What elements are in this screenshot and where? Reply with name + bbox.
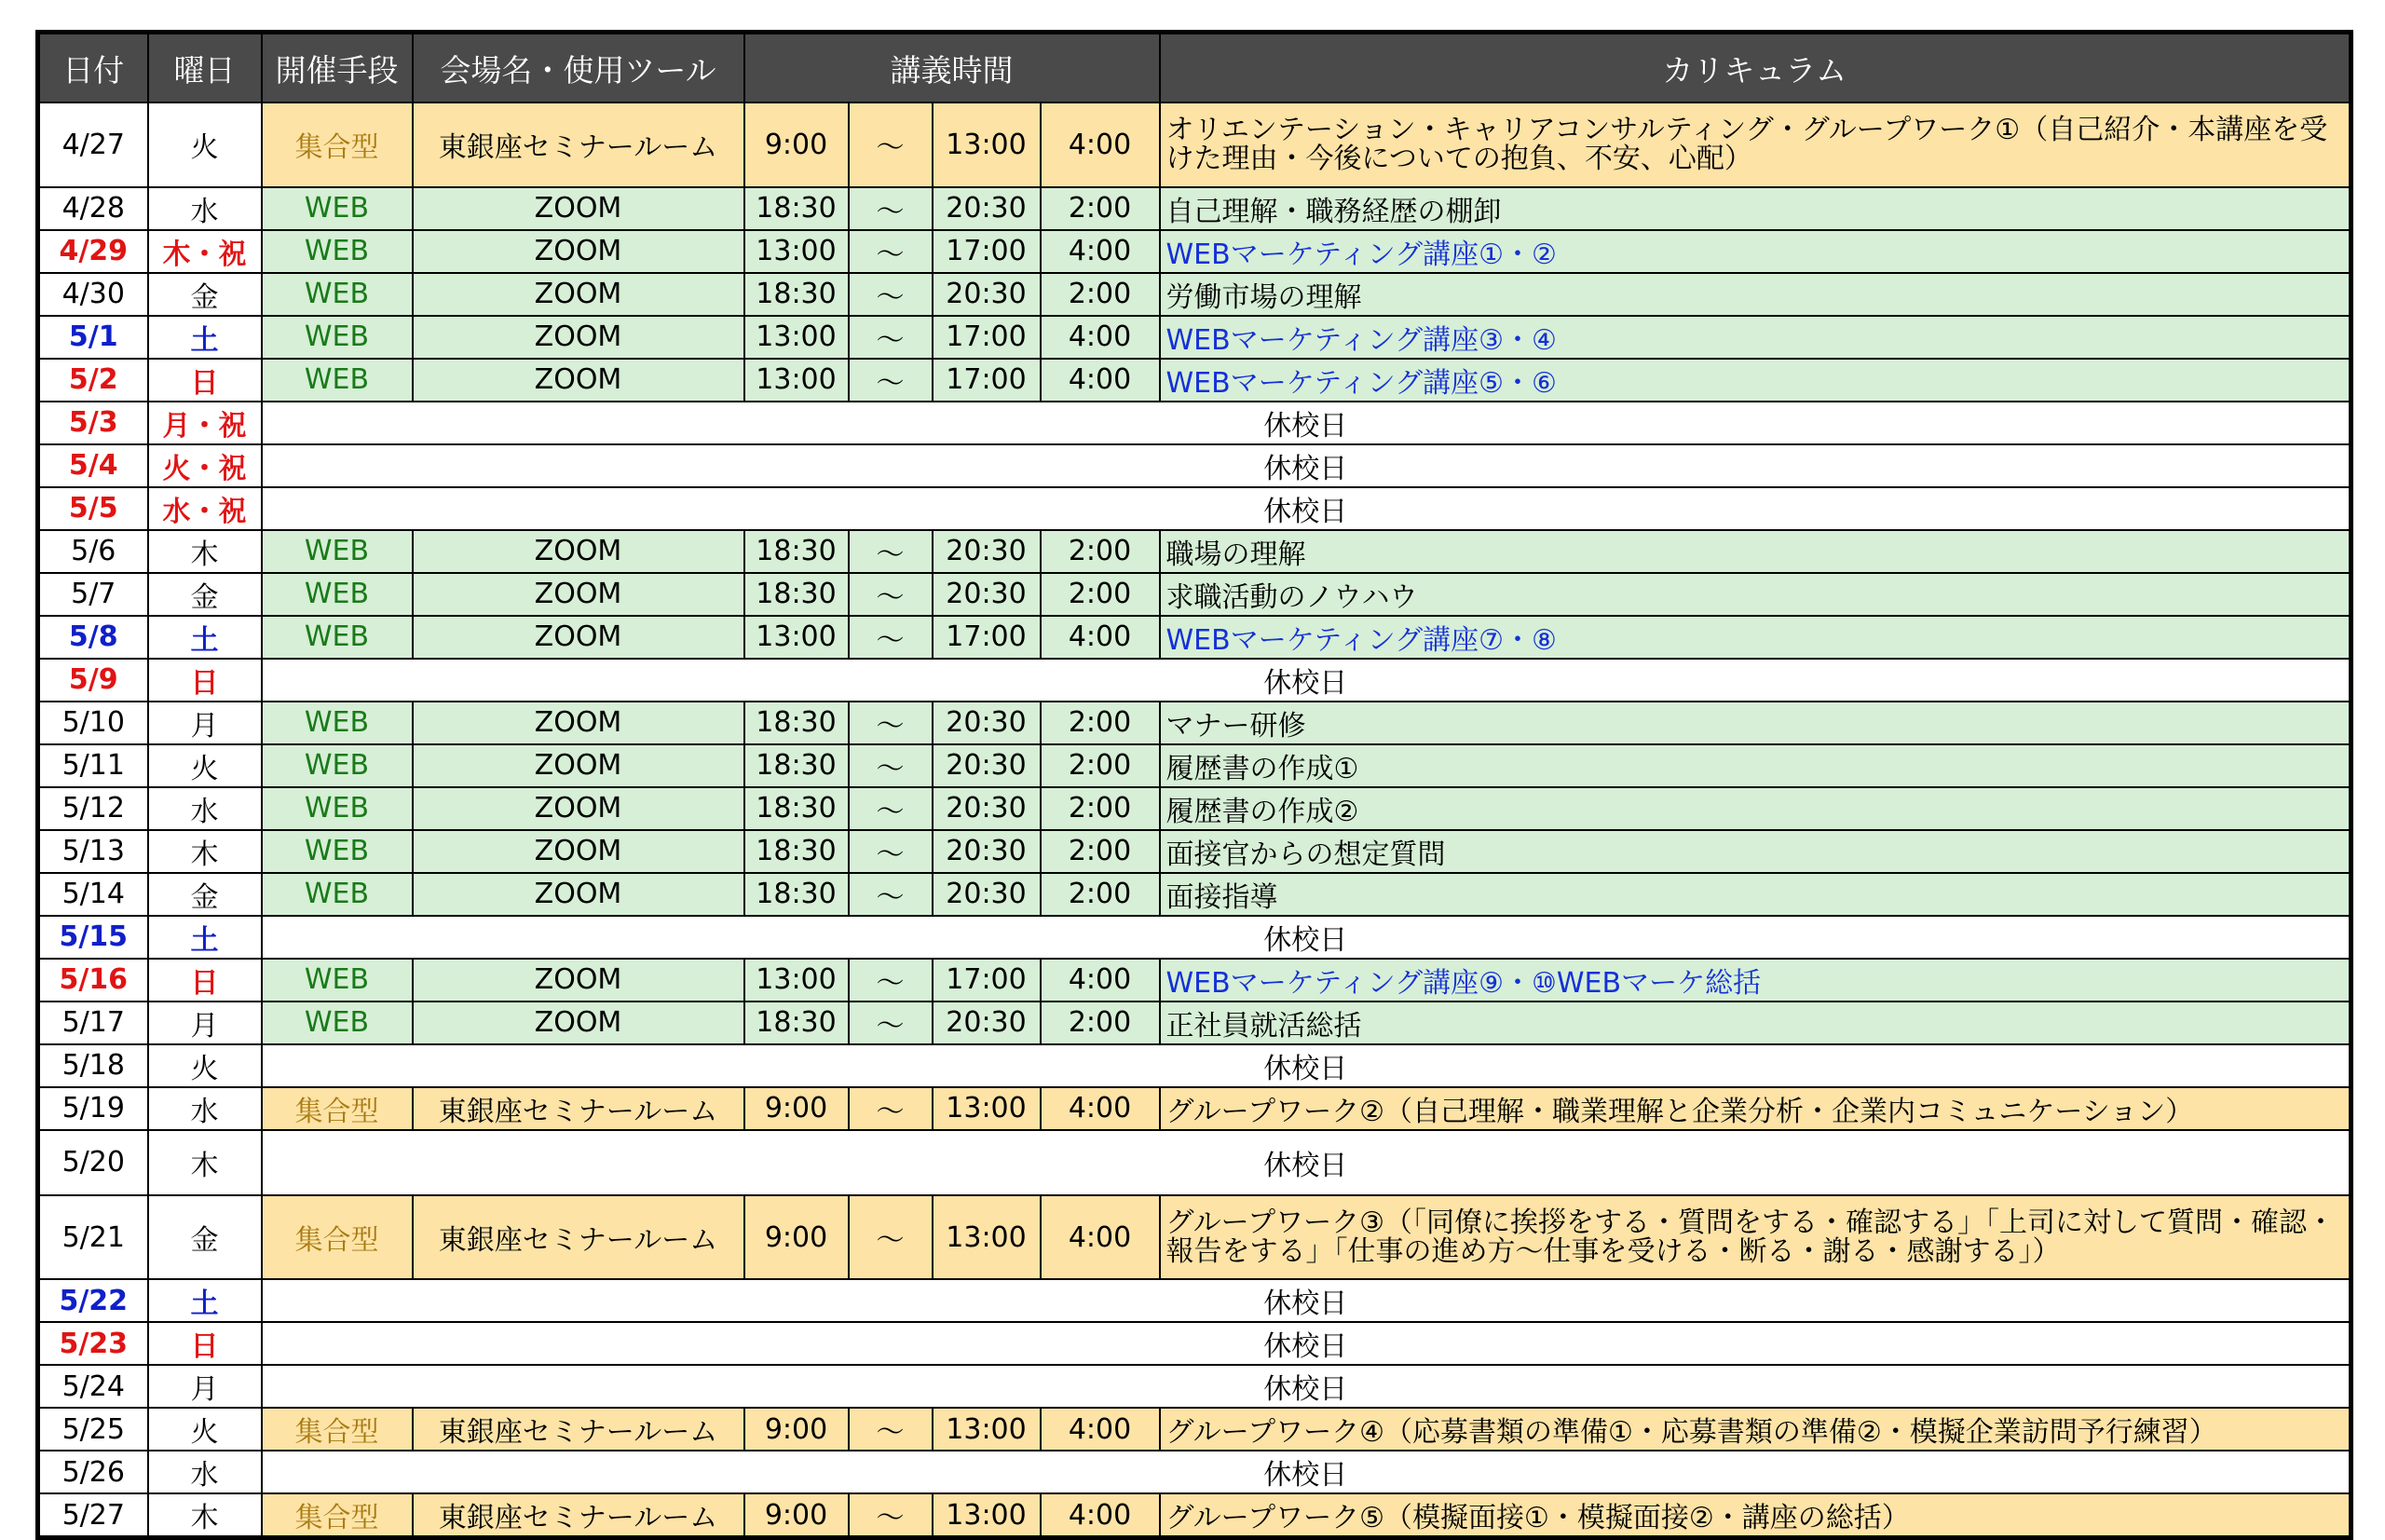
day-cell: 日 <box>148 359 262 402</box>
date-cell: 5/27 <box>38 1493 148 1538</box>
curriculum-cell: WEBマーケティング講座⑦・⑧ <box>1160 616 2351 659</box>
duration-cell: 4:00 <box>1041 359 1160 402</box>
venue-cell: ZOOM <box>413 702 744 744</box>
table-row <box>38 102 2351 187</box>
method-cell: WEB <box>262 744 413 787</box>
time-separator: 〜 <box>849 873 933 916</box>
duration-cell: 2:00 <box>1041 830 1160 873</box>
method-cell: WEB <box>262 959 413 1002</box>
start-time-cell: 13:00 <box>744 230 849 273</box>
duration-cell: 4:00 <box>1041 1087 1160 1130</box>
venue-cell: ZOOM <box>413 573 744 616</box>
closed-row <box>38 1322 2351 1365</box>
duration-cell: 4:00 <box>1041 959 1160 1002</box>
end-time-cell: 20:30 <box>933 573 1041 616</box>
time-separator: 〜 <box>849 1195 933 1280</box>
start-time-cell: 18:30 <box>744 744 849 787</box>
closed-day-cell: 休校日 <box>262 1130 2351 1195</box>
start-time-cell: 18:30 <box>744 1002 849 1044</box>
date-cell: 5/1 <box>38 316 148 359</box>
closed-row <box>38 659 2351 702</box>
method-cell: WEB <box>262 702 413 744</box>
time-separator: 〜 <box>849 316 933 359</box>
date-cell: 5/2 <box>38 359 148 402</box>
start-time-cell: 13:00 <box>744 316 849 359</box>
table-row <box>38 830 2351 873</box>
date-cell: 5/10 <box>38 702 148 744</box>
table-row <box>38 1087 2351 1130</box>
duration-cell: 2:00 <box>1041 702 1160 744</box>
venue-cell: 東銀座セミナールーム <box>413 1195 744 1280</box>
closed-day-cell: 休校日 <box>262 1322 2351 1365</box>
table-row <box>38 1002 2351 1044</box>
closed-row <box>38 916 2351 959</box>
venue-cell: ZOOM <box>413 187 744 230</box>
duration-cell: 4:00 <box>1041 230 1160 273</box>
day-cell: 金 <box>148 573 262 616</box>
method-cell: 集合型 <box>262 1087 413 1130</box>
method-cell: WEB <box>262 316 413 359</box>
curriculum-cell: 正社員就活総括 <box>1160 1002 2351 1044</box>
day-cell: 月 <box>148 1365 262 1408</box>
time-separator: 〜 <box>849 273 933 316</box>
curriculum-cell: グループワーク⑤（模擬面接①・模擬面接②・講座の総括） <box>1160 1493 2351 1538</box>
day-cell: 水 <box>148 1451 262 1493</box>
table-row <box>38 273 2351 316</box>
time-separator: 〜 <box>849 187 933 230</box>
venue-cell: 東銀座セミナールーム <box>413 102 744 187</box>
curriculum-cell: 自己理解・職務経歴の棚卸 <box>1160 187 2351 230</box>
date-cell: 5/13 <box>38 830 148 873</box>
table-row <box>38 1493 2351 1538</box>
date-cell: 5/26 <box>38 1451 148 1493</box>
start-time-cell: 18:30 <box>744 830 849 873</box>
time-separator: 〜 <box>849 616 933 659</box>
closed-day-cell: 休校日 <box>262 1365 2351 1408</box>
time-separator: 〜 <box>849 1002 933 1044</box>
day-cell: 月・祝 <box>148 402 262 444</box>
header-curriculum: カリキュラム <box>1160 33 2351 103</box>
end-time-cell: 20:30 <box>933 744 1041 787</box>
table-row <box>38 702 2351 744</box>
time-separator: 〜 <box>849 359 933 402</box>
closed-row <box>38 444 2351 487</box>
method-cell: WEB <box>262 616 413 659</box>
date-cell: 4/27 <box>38 102 148 187</box>
closed-row <box>38 1130 2351 1195</box>
method-cell: WEB <box>262 187 413 230</box>
table-row <box>38 359 2351 402</box>
day-cell: 木 <box>148 1130 262 1195</box>
date-cell: 5/5 <box>38 487 148 530</box>
venue-cell: ZOOM <box>413 959 744 1002</box>
time-separator: 〜 <box>849 830 933 873</box>
table-row <box>38 616 2351 659</box>
end-time-cell: 20:30 <box>933 273 1041 316</box>
date-cell: 5/21 <box>38 1195 148 1280</box>
day-cell: 月 <box>148 702 262 744</box>
venue-cell: 東銀座セミナールーム <box>413 1493 744 1538</box>
end-time-cell: 20:30 <box>933 530 1041 573</box>
date-cell: 5/24 <box>38 1365 148 1408</box>
closed-row <box>38 1279 2351 1322</box>
end-time-cell: 13:00 <box>933 1408 1041 1451</box>
venue-cell: ZOOM <box>413 230 744 273</box>
start-time-cell: 9:00 <box>744 102 849 187</box>
start-time-cell: 18:30 <box>744 873 849 916</box>
day-cell: 火 <box>148 1044 262 1087</box>
curriculum-cell: 面接指導 <box>1160 873 2351 916</box>
time-separator: 〜 <box>849 1087 933 1130</box>
end-time-cell: 17:00 <box>933 230 1041 273</box>
venue-cell: ZOOM <box>413 873 744 916</box>
day-cell: 月 <box>148 1002 262 1044</box>
header-venue: 会場名・使用ツール <box>413 33 744 103</box>
method-cell: WEB <box>262 530 413 573</box>
table-row <box>38 530 2351 573</box>
curriculum-cell: グループワーク②（自己理解・職業理解と企業分析・企業内コミュニケーション） <box>1160 1087 2351 1130</box>
time-separator: 〜 <box>849 1408 933 1451</box>
date-cell: 5/17 <box>38 1002 148 1044</box>
table-row <box>38 1195 2351 1280</box>
closed-row <box>38 1365 2351 1408</box>
venue-cell: ZOOM <box>413 359 744 402</box>
closed-row <box>38 402 2351 444</box>
date-cell: 5/19 <box>38 1087 148 1130</box>
duration-cell: 2:00 <box>1041 787 1160 830</box>
curriculum-cell: WEBマーケティング講座①・② <box>1160 230 2351 273</box>
table-row <box>38 187 2351 230</box>
method-cell: WEB <box>262 873 413 916</box>
date-cell: 5/16 <box>38 959 148 1002</box>
method-cell: WEB <box>262 230 413 273</box>
curriculum-cell: 職場の理解 <box>1160 530 2351 573</box>
table-row <box>38 1408 2351 1451</box>
day-cell: 水 <box>148 787 262 830</box>
duration-cell: 4:00 <box>1041 316 1160 359</box>
table-row <box>38 316 2351 359</box>
table-row <box>38 873 2351 916</box>
curriculum-cell: マナー研修 <box>1160 702 2351 744</box>
start-time-cell: 18:30 <box>744 787 849 830</box>
table-row <box>38 787 2351 830</box>
venue-cell: ZOOM <box>413 830 744 873</box>
start-time-cell: 9:00 <box>744 1087 849 1130</box>
day-cell: 水 <box>148 1087 262 1130</box>
start-time-cell: 18:30 <box>744 187 849 230</box>
time-separator: 〜 <box>849 959 933 1002</box>
start-time-cell: 13:00 <box>744 616 849 659</box>
day-cell: 土 <box>148 916 262 959</box>
date-cell: 5/25 <box>38 1408 148 1451</box>
duration-cell: 4:00 <box>1041 1195 1160 1280</box>
closed-row <box>38 1044 2351 1087</box>
venue-cell: ZOOM <box>413 1002 744 1044</box>
date-cell: 5/12 <box>38 787 148 830</box>
start-time-cell: 13:00 <box>744 959 849 1002</box>
method-cell: WEB <box>262 273 413 316</box>
closed-day-cell: 休校日 <box>262 402 2351 444</box>
date-cell: 4/28 <box>38 187 148 230</box>
time-separator: 〜 <box>849 1493 933 1538</box>
duration-cell: 4:00 <box>1041 102 1160 187</box>
header-time: 講義時間 <box>744 33 1160 103</box>
time-separator: 〜 <box>849 744 933 787</box>
date-cell: 5/4 <box>38 444 148 487</box>
start-time-cell: 9:00 <box>744 1195 849 1280</box>
method-cell: 集合型 <box>262 1408 413 1451</box>
curriculum-cell: 求職活動のノウハウ <box>1160 573 2351 616</box>
method-cell: 集合型 <box>262 1195 413 1280</box>
date-cell: 5/18 <box>38 1044 148 1087</box>
method-cell: 集合型 <box>262 102 413 187</box>
end-time-cell: 13:00 <box>933 1195 1041 1280</box>
method-cell: WEB <box>262 1002 413 1044</box>
curriculum-cell: 労働市場の理解 <box>1160 273 2351 316</box>
end-time-cell: 20:30 <box>933 187 1041 230</box>
end-time-cell: 13:00 <box>933 102 1041 187</box>
start-time-cell: 18:30 <box>744 273 849 316</box>
time-separator: 〜 <box>849 573 933 616</box>
end-time-cell: 17:00 <box>933 616 1041 659</box>
closed-day-cell: 休校日 <box>262 1451 2351 1493</box>
end-time-cell: 20:30 <box>933 830 1041 873</box>
curriculum-cell: WEBマーケティング講座③・④ <box>1160 316 2351 359</box>
end-time-cell: 17:00 <box>933 316 1041 359</box>
method-cell: WEB <box>262 830 413 873</box>
venue-cell: ZOOM <box>413 273 744 316</box>
day-cell: 金 <box>148 1195 262 1280</box>
curriculum-cell: グループワーク③（「同僚に挨拶をする・質問をする・確認する」「上司に対して質問・確認・報告をする」「仕事の進め方〜仕事を受ける・断る・謝る・感謝する」） <box>1160 1195 2351 1280</box>
day-cell: 金 <box>148 873 262 916</box>
curriculum-cell: オリエンテーション・キャリアコンサルティング・グループワーク①（自己紹介・本講座を受けた理由・今後についての抱負、不安、心配） <box>1160 102 2351 187</box>
method-cell: WEB <box>262 787 413 830</box>
duration-cell: 2:00 <box>1041 1002 1160 1044</box>
day-cell: 木 <box>148 530 262 573</box>
duration-cell: 4:00 <box>1041 616 1160 659</box>
date-cell: 4/29 <box>38 230 148 273</box>
table-row <box>38 230 2351 273</box>
closed-day-cell: 休校日 <box>262 444 2351 487</box>
day-cell: 火 <box>148 1408 262 1451</box>
day-cell: 日 <box>148 659 262 702</box>
duration-cell: 2:00 <box>1041 873 1160 916</box>
time-separator: 〜 <box>849 787 933 830</box>
date-cell: 5/6 <box>38 530 148 573</box>
date-cell: 5/20 <box>38 1130 148 1195</box>
method-cell: WEB <box>262 573 413 616</box>
table-row <box>38 744 2351 787</box>
end-time-cell: 17:00 <box>933 959 1041 1002</box>
curriculum-cell: 履歴書の作成② <box>1160 787 2351 830</box>
day-cell: 木 <box>148 1493 262 1538</box>
duration-cell: 4:00 <box>1041 1408 1160 1451</box>
duration-cell: 2:00 <box>1041 273 1160 316</box>
date-cell: 5/22 <box>38 1279 148 1322</box>
date-cell: 4/30 <box>38 273 148 316</box>
day-cell: 土 <box>148 1279 262 1322</box>
schedule-table <box>35 30 2353 1540</box>
day-cell: 木 <box>148 830 262 873</box>
table-row <box>38 573 2351 616</box>
closed-day-cell: 休校日 <box>262 659 2351 702</box>
end-time-cell: 13:00 <box>933 1493 1041 1538</box>
date-cell: 5/3 <box>38 402 148 444</box>
venue-cell: 東銀座セミナールーム <box>413 1087 744 1130</box>
venue-cell: ZOOM <box>413 316 744 359</box>
date-cell: 5/23 <box>38 1322 148 1365</box>
method-cell: 集合型 <box>262 1493 413 1538</box>
start-time-cell: 18:30 <box>744 573 849 616</box>
curriculum-cell: WEBマーケティング講座⑤・⑥ <box>1160 359 2351 402</box>
closed-day-cell: 休校日 <box>262 487 2351 530</box>
venue-cell: 東銀座セミナールーム <box>413 1408 744 1451</box>
date-cell: 5/15 <box>38 916 148 959</box>
duration-cell: 2:00 <box>1041 573 1160 616</box>
end-time-cell: 13:00 <box>933 1087 1041 1130</box>
day-cell: 火・祝 <box>148 444 262 487</box>
date-cell: 5/7 <box>38 573 148 616</box>
start-time-cell: 13:00 <box>744 359 849 402</box>
venue-cell: ZOOM <box>413 744 744 787</box>
start-time-cell: 9:00 <box>744 1408 849 1451</box>
table-row <box>38 959 2351 1002</box>
venue-cell: ZOOM <box>413 787 744 830</box>
day-cell: 木・祝 <box>148 230 262 273</box>
time-separator: 〜 <box>849 230 933 273</box>
day-cell: 日 <box>148 1322 262 1365</box>
day-cell: 土 <box>148 616 262 659</box>
day-cell: 火 <box>148 102 262 187</box>
closed-day-cell: 休校日 <box>262 916 2351 959</box>
closed-row <box>38 1451 2351 1493</box>
header-date: 日付 <box>38 33 148 103</box>
duration-cell: 4:00 <box>1041 1493 1160 1538</box>
end-time-cell: 20:30 <box>933 873 1041 916</box>
time-separator: 〜 <box>849 702 933 744</box>
day-cell: 水 <box>148 187 262 230</box>
end-time-cell: 17:00 <box>933 359 1041 402</box>
date-cell: 5/11 <box>38 744 148 787</box>
time-separator: 〜 <box>849 102 933 187</box>
curriculum-cell: WEBマーケティング講座⑨・⑩WEBマーケ総括 <box>1160 959 2351 1002</box>
duration-cell: 2:00 <box>1041 187 1160 230</box>
day-cell: 火 <box>148 744 262 787</box>
venue-cell: ZOOM <box>413 530 744 573</box>
date-cell: 5/14 <box>38 873 148 916</box>
method-cell: WEB <box>262 359 413 402</box>
curriculum-cell: 面接官からの想定質問 <box>1160 830 2351 873</box>
date-cell: 5/9 <box>38 659 148 702</box>
header-method: 開催手段 <box>262 33 413 103</box>
day-cell: 土 <box>148 316 262 359</box>
header-day: 曜日 <box>148 33 262 103</box>
start-time-cell: 9:00 <box>744 1493 849 1538</box>
end-time-cell: 20:30 <box>933 787 1041 830</box>
curriculum-cell: グループワーク④（応募書類の準備①・応募書類の準備②・模擬企業訪問予行練習） <box>1160 1408 2351 1451</box>
date-cell: 5/8 <box>38 616 148 659</box>
end-time-cell: 20:30 <box>933 1002 1041 1044</box>
day-cell: 金 <box>148 273 262 316</box>
venue-cell: ZOOM <box>413 616 744 659</box>
end-time-cell: 20:30 <box>933 702 1041 744</box>
duration-cell: 2:00 <box>1041 744 1160 787</box>
duration-cell: 2:00 <box>1041 530 1160 573</box>
closed-row <box>38 487 2351 530</box>
closed-day-cell: 休校日 <box>262 1279 2351 1322</box>
day-cell: 水・祝 <box>148 487 262 530</box>
closed-day-cell: 休校日 <box>262 1044 2351 1087</box>
day-cell: 日 <box>148 959 262 1002</box>
start-time-cell: 18:30 <box>744 702 849 744</box>
start-time-cell: 18:30 <box>744 530 849 573</box>
curriculum-cell: 履歴書の作成① <box>1160 744 2351 787</box>
time-separator: 〜 <box>849 530 933 573</box>
header-row <box>38 33 2351 103</box>
